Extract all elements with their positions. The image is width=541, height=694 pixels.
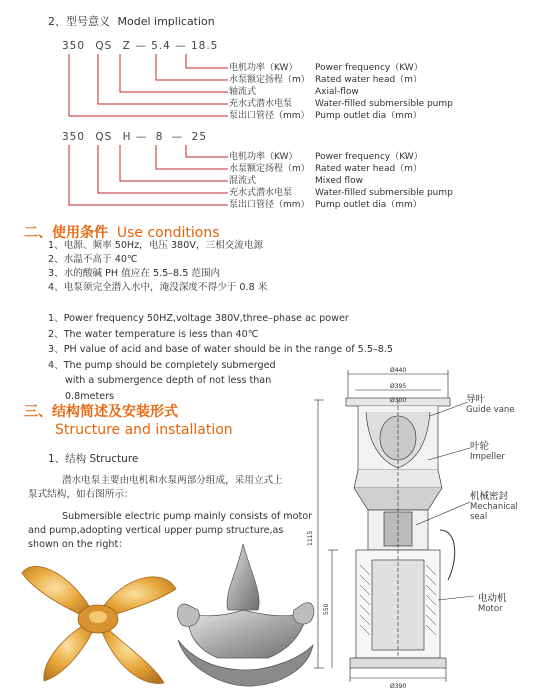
code-part: QS [95, 131, 113, 143]
code-part: — [175, 40, 187, 52]
legend-cn: 泵出口管径（mm） [229, 111, 310, 121]
dim-d3: Ø300 [390, 397, 407, 404]
dim-d2: Ø395 [390, 383, 407, 390]
structure-title-en: Structure and installation [55, 422, 233, 438]
label-guide-vane [466, 391, 515, 415]
structure-en-line: shown on the right： [28, 539, 128, 550]
legend-en: Rated water head（m） [315, 75, 422, 85]
code-part: 5.4 [151, 40, 171, 52]
model-code-2 [62, 131, 207, 143]
legend-row [229, 151, 453, 163]
legend-row [229, 98, 453, 110]
structure-en-line: and pump,adopting vertical upper pump structure,as [28, 525, 284, 536]
condition-en-item: 3、PH value of acid and base of water should be in the range of 5.5–8.5 [48, 344, 393, 355]
label-en: seal [470, 512, 488, 522]
structure-cn-line: 泵式结构，如右图所示： [28, 489, 134, 500]
legend-en: Rated water head（m） [315, 164, 422, 174]
code-part: Z [122, 40, 131, 52]
code-part: 8 [155, 131, 164, 143]
structure-en-line: Submersible electric pump mainly consists of motor [62, 511, 313, 522]
code-part: — [171, 131, 184, 143]
conditions-title-en: Use conditions [116, 225, 220, 241]
legend-en: Power frequency（KW） [315, 152, 423, 162]
legend-cn: 泵出口管径（mm） [229, 200, 310, 210]
legend-cn: 电机功率（KW） [229, 152, 298, 162]
legend-row [229, 110, 453, 122]
condition-en-item: 4、The pump should be completely submerged [48, 359, 276, 371]
structure-title [24, 403, 233, 439]
legend-cn: 电机功率（KW） [229, 63, 298, 73]
code-part: 350 [62, 40, 86, 52]
label-cn: 叶轮 [470, 441, 490, 452]
legend-cn: 水泵额定扬程（m） [229, 75, 310, 85]
model-code-1 [62, 40, 218, 52]
dim-top: Ø440 [390, 367, 407, 374]
label-cn: 机械密封 [470, 491, 509, 502]
model-heading-cn: 2、型号意义 [48, 15, 110, 28]
condition-en-item: with a submergence depth of not less than [65, 375, 272, 386]
model-heading-en: Model implication [117, 15, 215, 28]
legend-row [229, 163, 453, 175]
dim-bottom: Ø390 [390, 683, 407, 690]
structure-cn-line: 潜水电泵主要由电机和水泵两部分组成，采用立式上 [62, 475, 283, 486]
label-en: Mechanical [470, 502, 518, 512]
model-legend-1 [229, 62, 453, 122]
legend-row [229, 199, 453, 211]
legend-en: Pump outlet dia（mm） [315, 200, 422, 210]
legend-cn: 充水式潜水电泵 [229, 188, 293, 198]
legend-row [229, 175, 453, 187]
condition-en-item: 1、Power frequency 50HZ,voltage 380V,three–phase ac power [48, 313, 349, 324]
code-part: H [122, 131, 132, 143]
dim-height: 1115 [307, 530, 314, 546]
legend-en: Pump outlet dia（mm） [315, 111, 422, 121]
condition-cn-item: 2、水温不高于 40℃ [48, 254, 138, 265]
legend-en: Axial-flow [315, 87, 359, 97]
code-part: — [135, 131, 148, 143]
legend-en: Mixed flow [315, 176, 363, 186]
legend-cn: 充水式潜水电泵 [229, 99, 293, 109]
legend-en: Power frequency（KW） [315, 63, 423, 73]
conditions-title-cn: 二、使用条件 [24, 225, 108, 241]
code-part: QS [95, 40, 113, 52]
code-part: 18.5 [190, 40, 219, 52]
label-en: Guide vane [466, 405, 515, 415]
gold-impeller-image [14, 545, 184, 690]
code-part: 25 [191, 131, 208, 143]
dim-lower: 550 [323, 603, 330, 615]
condition-cn-item: 4、电泵须完全潜入水中，淹没深度不得少于 0.8 米 [48, 282, 268, 293]
structure-subheading: 1、结构 Structure [48, 453, 139, 465]
label-cn: 电动机 [478, 593, 507, 604]
label-en: Impeller [470, 452, 505, 462]
label-cn: 导叶 [466, 394, 486, 405]
model-legend-2 [229, 151, 453, 211]
code-part: — [135, 40, 147, 52]
model-heading [48, 13, 215, 29]
label-mechanical-seal [470, 488, 518, 522]
condition-en-item: 2、The water temperature is less than 40℃ [48, 328, 259, 340]
label-en: Motor [478, 604, 503, 614]
label-impeller [470, 438, 505, 462]
legend-row [229, 74, 453, 86]
legend-cn: 轴流式 [229, 87, 257, 97]
legend-row [229, 62, 453, 74]
legend-row [229, 187, 453, 199]
label-motor [478, 590, 507, 614]
structure-title-cn: 三、结构简述及安装形式 [24, 404, 178, 420]
legend-cn: 混流式 [229, 176, 257, 186]
legend-row [229, 86, 453, 98]
condition-cn-item: 3、水的酸碱 PH 值应在 5.5–8.5 范围内 [48, 268, 221, 279]
condition-en-item: 0.8meters [65, 390, 115, 402]
legend-en: Water-filled submersible pump [315, 188, 453, 198]
conditions-cn-list [48, 239, 267, 295]
code-part: 350 [62, 131, 86, 143]
gray-impeller-image [168, 540, 318, 690]
legend-cn: 水泵额定扬程（m） [229, 164, 310, 174]
legend-en: Water-filled submersible pump [315, 99, 453, 109]
condition-cn-item: 1、电源、频率 50Hz，电压 380V，三相交流电源 [48, 240, 264, 251]
